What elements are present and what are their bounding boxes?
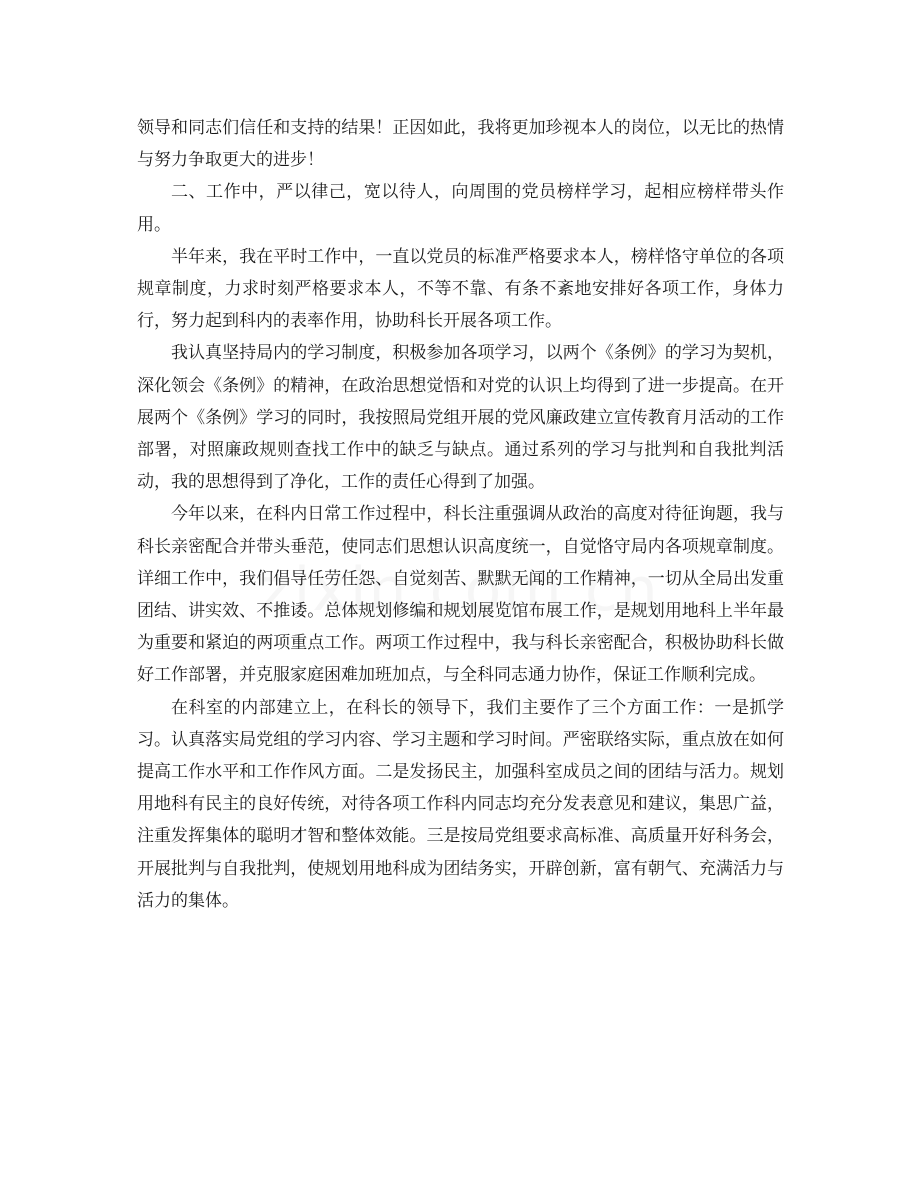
- paragraph-section-two-heading: 二、工作中，严以律己，宽以待人，向周围的党员榜样学习，起相应榜样带头作用。: [137, 182, 784, 235]
- paragraph-internal-construction: 在科室的内部建立上，在科长的领导下，我们主要作了三个方面工作：一是抓学习。认真落实局党组的学习内容、学习主题和学习时间。严密联络实际，重点放在如何提高工作水平和工作作风方面。二是发扬民主，加强科室成员之间的团结与活力。规划用地科有民主的良好传统，对待各项工作科内同志均充分发表意见和建议，集思广益，注重发挥集体的聪明才智和整体效能。三是按局党组要求高标准、高质量开好科务会，开展批判与自我批判，使规划用地科成为团结务实，开辟创新，富有朝气、充满活力与活力的集体。: [137, 697, 784, 911]
- paragraph-half-year: 半年来，我在平时工作中，一直以党员的标准严格要求本人，榜样恪守单位的各项规章制度，力求时刻严格要求本人，不等不靠、有条不紊地安排好各项工作，身体力行，努力起到科内的表率作用，协助科长开展各项工作。: [137, 246, 784, 332]
- paragraph-continuation: 领导和同志们信任和支持的结果！正因如此，我将更加珍视本人的岗位，以无比的热情与努力争取更大的进步！: [137, 118, 784, 171]
- paragraph-daily-work: 今年以来，在科内日常工作过程中，科长注重强调从政治的高度对待征询题，我与科长亲密配合并带头垂范，使同志们思想认识高度统一，自觉恪守局内各项规章制度。详细工作中，我们倡导任劳任怨、自觉刻苦、默默无闻的工作精神，一切从全局出发重团结、讲实效、不推诿。总体规划修编和规划展览馆布展工作，是规划用地科上半年最为重要和紧迫的两项重点工作。两项工作过程中，我与科长亲密配合，积极协助科长做好工作部署，并克服家庭困难加班加点，与全科同志通力协作，保证工作顺利完成。: [137, 504, 784, 686]
- document-body: [137, 112, 784, 917]
- paragraph-study-regulations: 我认真坚持局内的学习制度，积极参加各项学习，以两个《条例》的学习为契机，深化领会《条例》的精神，在政治思想觉悟和对党的认识上均得到了进一步提高。在开展两个《条例》学习的同时，我按照局党组开展的党风廉政建立宣传教育月活动的工作部署，对照廉政规则查找工作中的缺乏与缺点。通过系列的学习与批判和自我批判活动，我的思想得到了净化，工作的责任心得到了加强。: [137, 343, 784, 493]
